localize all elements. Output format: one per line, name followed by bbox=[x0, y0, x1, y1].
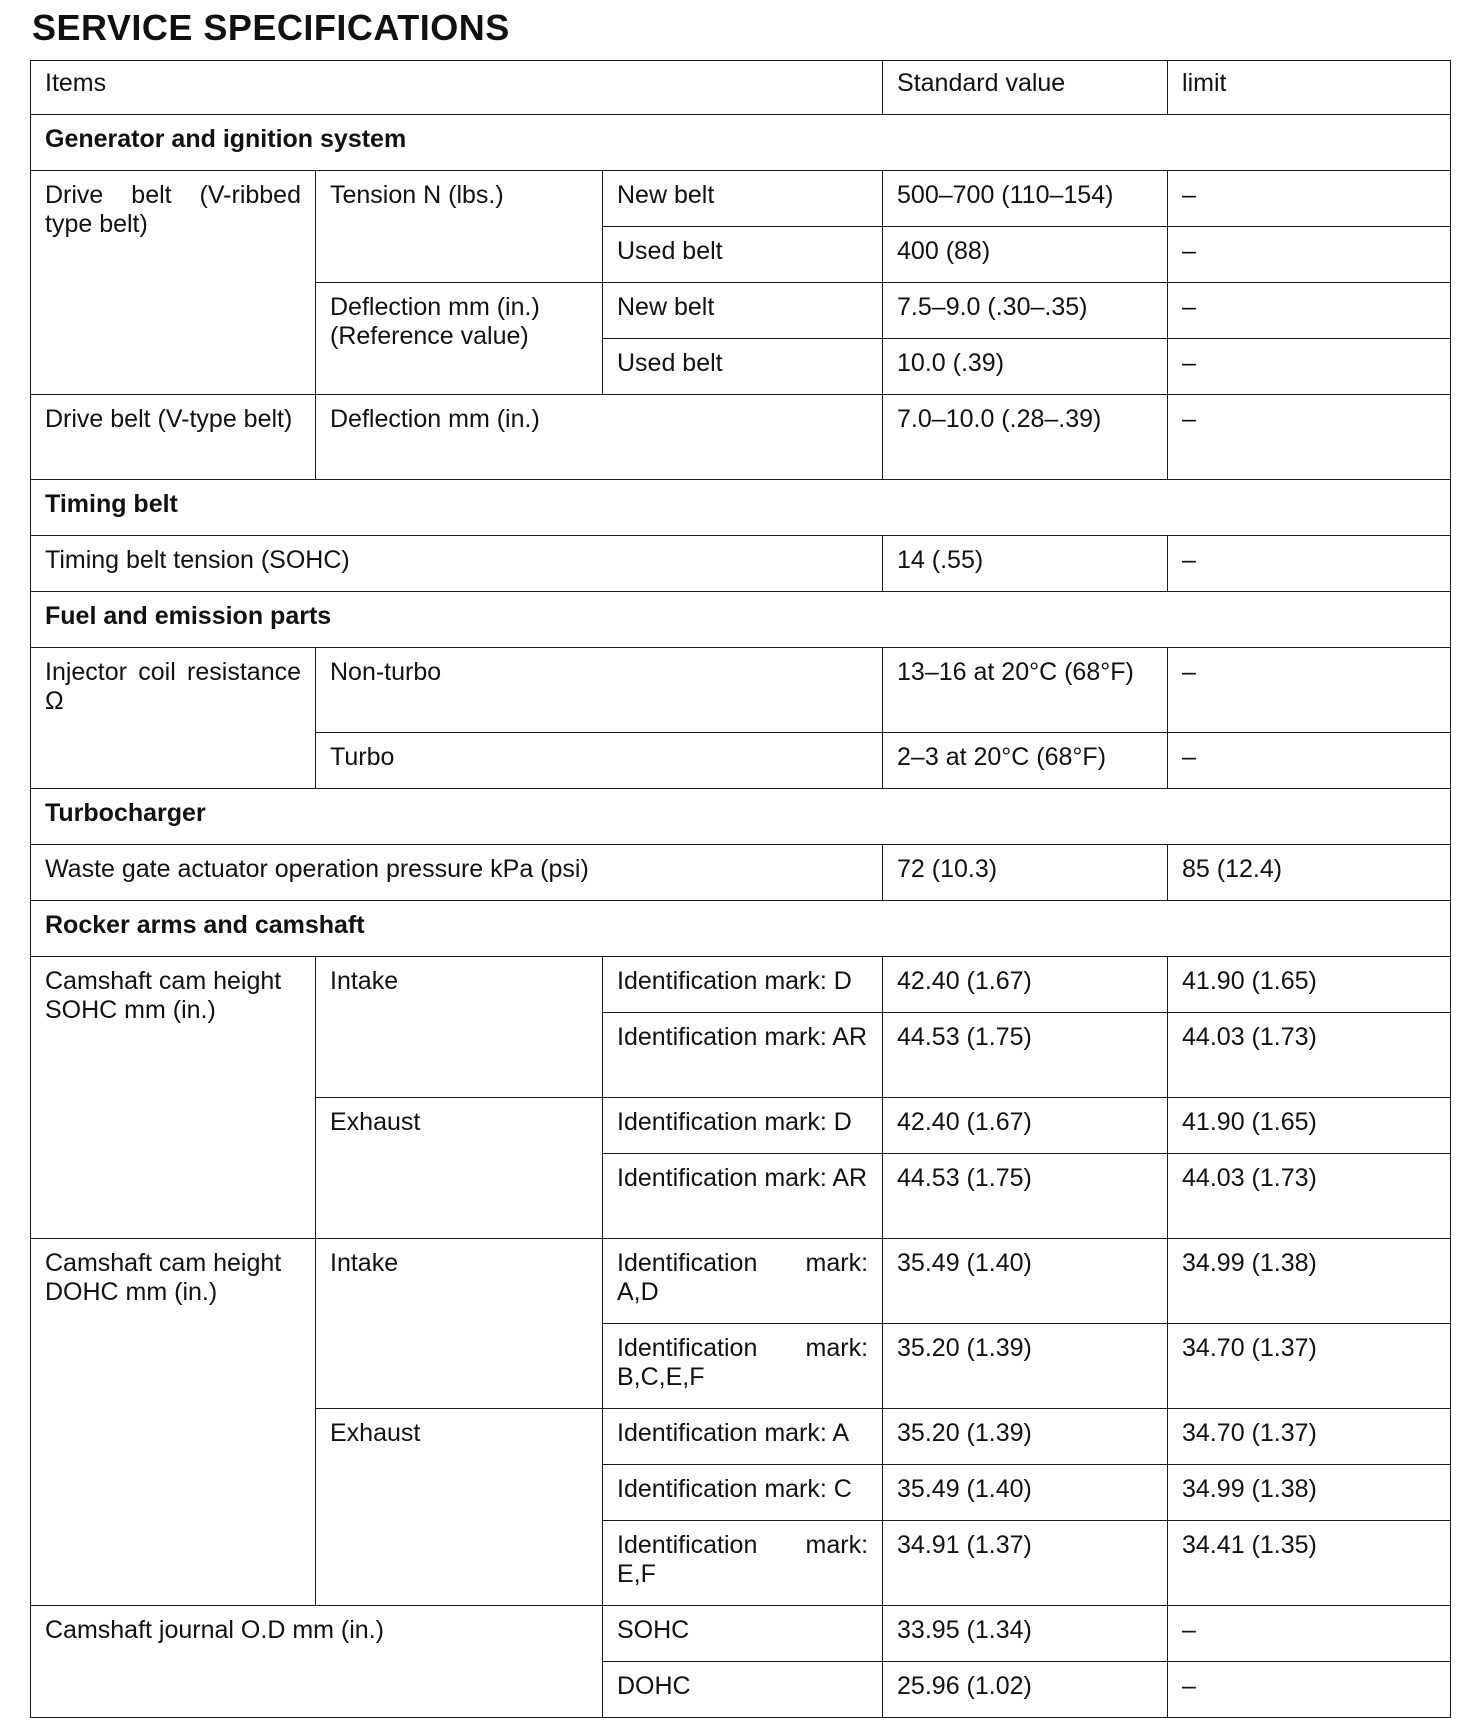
engine-type: SOHC bbox=[603, 1606, 883, 1662]
sub-item-deflection-ref: Deflection mm (in.) (Reference value) bbox=[316, 283, 603, 395]
limit-value: 34.41 (1.35) bbox=[1168, 1521, 1451, 1606]
table-row bbox=[31, 1606, 1451, 1662]
item-cam-height-sohc: Camshaft cam height SOHC mm (in.) bbox=[31, 957, 316, 1239]
identification-mark: Identification mark: D bbox=[603, 1098, 883, 1154]
section-row bbox=[31, 592, 1451, 648]
header-limit: limit bbox=[1168, 61, 1451, 115]
standard-value: 2–3 at 20°C (68°F) bbox=[883, 733, 1168, 789]
sub-item-intake: Intake bbox=[316, 957, 603, 1098]
limit-value: – bbox=[1168, 339, 1451, 395]
standard-value: 42.40 (1.67) bbox=[883, 1098, 1168, 1154]
section-title-rocker-camshaft: Rocker arms and camshaft bbox=[31, 901, 1451, 957]
standard-value: 44.53 (1.75) bbox=[883, 1013, 1168, 1098]
sub-item-exhaust: Exhaust bbox=[316, 1409, 603, 1606]
limit-value: 34.70 (1.37) bbox=[1168, 1409, 1451, 1465]
section-title-fuel-emission: Fuel and emission parts bbox=[31, 592, 1451, 648]
table-row bbox=[31, 395, 1451, 480]
item-drive-belt-ribbed: Drive belt (V-ribbed type belt) bbox=[31, 171, 316, 395]
header-row bbox=[31, 61, 1451, 115]
limit-value: – bbox=[1168, 648, 1451, 733]
section-row bbox=[31, 901, 1451, 957]
standard-value: 35.20 (1.39) bbox=[883, 1324, 1168, 1409]
section-row bbox=[31, 480, 1451, 536]
item-injector-coil-resistance: Injector coil resistance Ω bbox=[31, 648, 316, 789]
sub-item-intake: Intake bbox=[316, 1239, 603, 1409]
limit-value: 34.99 (1.38) bbox=[1168, 1465, 1451, 1521]
standard-value: 42.40 (1.67) bbox=[883, 957, 1168, 1013]
table-row bbox=[31, 536, 1451, 592]
identification-mark: Identification mark: C bbox=[603, 1465, 883, 1521]
item-camshaft-journal: Camshaft journal O.D mm (in.) bbox=[31, 1606, 603, 1718]
condition-new-belt: New belt bbox=[603, 171, 883, 227]
item-waste-gate-pressure: Waste gate actuator operation pressure kPa (psi) bbox=[31, 845, 883, 901]
limit-value: 34.99 (1.38) bbox=[1168, 1239, 1451, 1324]
condition-used-belt: Used belt bbox=[603, 339, 883, 395]
limit-value: 44.03 (1.73) bbox=[1168, 1013, 1451, 1098]
standard-value: 400 (88) bbox=[883, 227, 1168, 283]
table-row bbox=[31, 957, 1451, 1013]
section-title-generator: Generator and ignition system bbox=[31, 115, 1451, 171]
identification-mark: Identification mark: AR bbox=[603, 1154, 883, 1239]
identification-mark: Identification mark: E,F bbox=[603, 1521, 883, 1606]
section-row bbox=[31, 115, 1451, 171]
sub-item-deflection: Deflection mm (in.) bbox=[316, 395, 883, 480]
limit-value: – bbox=[1168, 283, 1451, 339]
standard-value: 33.95 (1.34) bbox=[883, 1606, 1168, 1662]
standard-value: 35.49 (1.40) bbox=[883, 1239, 1168, 1324]
engine-type: DOHC bbox=[603, 1662, 883, 1718]
limit-value: – bbox=[1168, 227, 1451, 283]
limit-value: – bbox=[1168, 395, 1451, 480]
standard-value: 500–700 (110–154) bbox=[883, 171, 1168, 227]
limit-value: – bbox=[1168, 1606, 1451, 1662]
item-cam-height-dohc: Camshaft cam height DOHC mm (in.) bbox=[31, 1239, 316, 1606]
identification-mark: Identification mark: D bbox=[603, 957, 883, 1013]
standard-value: 7.5–9.0 (.30–.35) bbox=[883, 283, 1168, 339]
table-row bbox=[31, 171, 1451, 227]
standard-value: 72 (10.3) bbox=[883, 845, 1168, 901]
sub-item-non-turbo: Non-turbo bbox=[316, 648, 883, 733]
section-title-turbocharger: Turbocharger bbox=[31, 789, 1451, 845]
limit-value: 41.90 (1.65) bbox=[1168, 1098, 1451, 1154]
standard-value: 10.0 (.39) bbox=[883, 339, 1168, 395]
identification-mark: Identification mark: A,D bbox=[603, 1239, 883, 1324]
limit-value: – bbox=[1168, 733, 1451, 789]
standard-value: 25.96 (1.02) bbox=[883, 1662, 1168, 1718]
standard-value: 14 (.55) bbox=[883, 536, 1168, 592]
header-items: Items bbox=[31, 61, 883, 115]
standard-value: 35.20 (1.39) bbox=[883, 1409, 1168, 1465]
identification-mark: Identification mark: A bbox=[603, 1409, 883, 1465]
sub-item-turbo: Turbo bbox=[316, 733, 883, 789]
table-row bbox=[31, 1239, 1451, 1324]
table-row bbox=[31, 845, 1451, 901]
identification-mark: Identification mark: AR bbox=[603, 1013, 883, 1098]
service-spec-table bbox=[30, 60, 1451, 1718]
standard-value: 13–16 at 20°C (68°F) bbox=[883, 648, 1168, 733]
condition-new-belt: New belt bbox=[603, 283, 883, 339]
limit-value: 85 (12.4) bbox=[1168, 845, 1451, 901]
section-row bbox=[31, 789, 1451, 845]
item-timing-belt-tension: Timing belt tension (SOHC) bbox=[31, 536, 883, 592]
item-drive-belt-v: Drive belt (V-type belt) bbox=[31, 395, 316, 480]
limit-value: 41.90 (1.65) bbox=[1168, 957, 1451, 1013]
section-title-timing-belt: Timing belt bbox=[31, 480, 1451, 536]
table-row bbox=[31, 648, 1451, 733]
condition-used-belt: Used belt bbox=[603, 227, 883, 283]
page-title: SERVICE SPECIFICATIONS bbox=[32, 7, 510, 48]
standard-value: 7.0–10.0 (.28–.39) bbox=[883, 395, 1168, 480]
limit-value: – bbox=[1168, 536, 1451, 592]
standard-value: 44.53 (1.75) bbox=[883, 1154, 1168, 1239]
header-standard-value: Standard value bbox=[883, 61, 1168, 115]
limit-value: 34.70 (1.37) bbox=[1168, 1324, 1451, 1409]
standard-value: 34.91 (1.37) bbox=[883, 1521, 1168, 1606]
limit-value: – bbox=[1168, 1662, 1451, 1718]
limit-value: 44.03 (1.73) bbox=[1168, 1154, 1451, 1239]
limit-value: – bbox=[1168, 171, 1451, 227]
sub-item-tension: Tension N (lbs.) bbox=[316, 171, 603, 283]
sub-item-exhaust: Exhaust bbox=[316, 1098, 603, 1239]
identification-mark: Identification mark: B,C,E,F bbox=[603, 1324, 883, 1409]
standard-value: 35.49 (1.40) bbox=[883, 1465, 1168, 1521]
